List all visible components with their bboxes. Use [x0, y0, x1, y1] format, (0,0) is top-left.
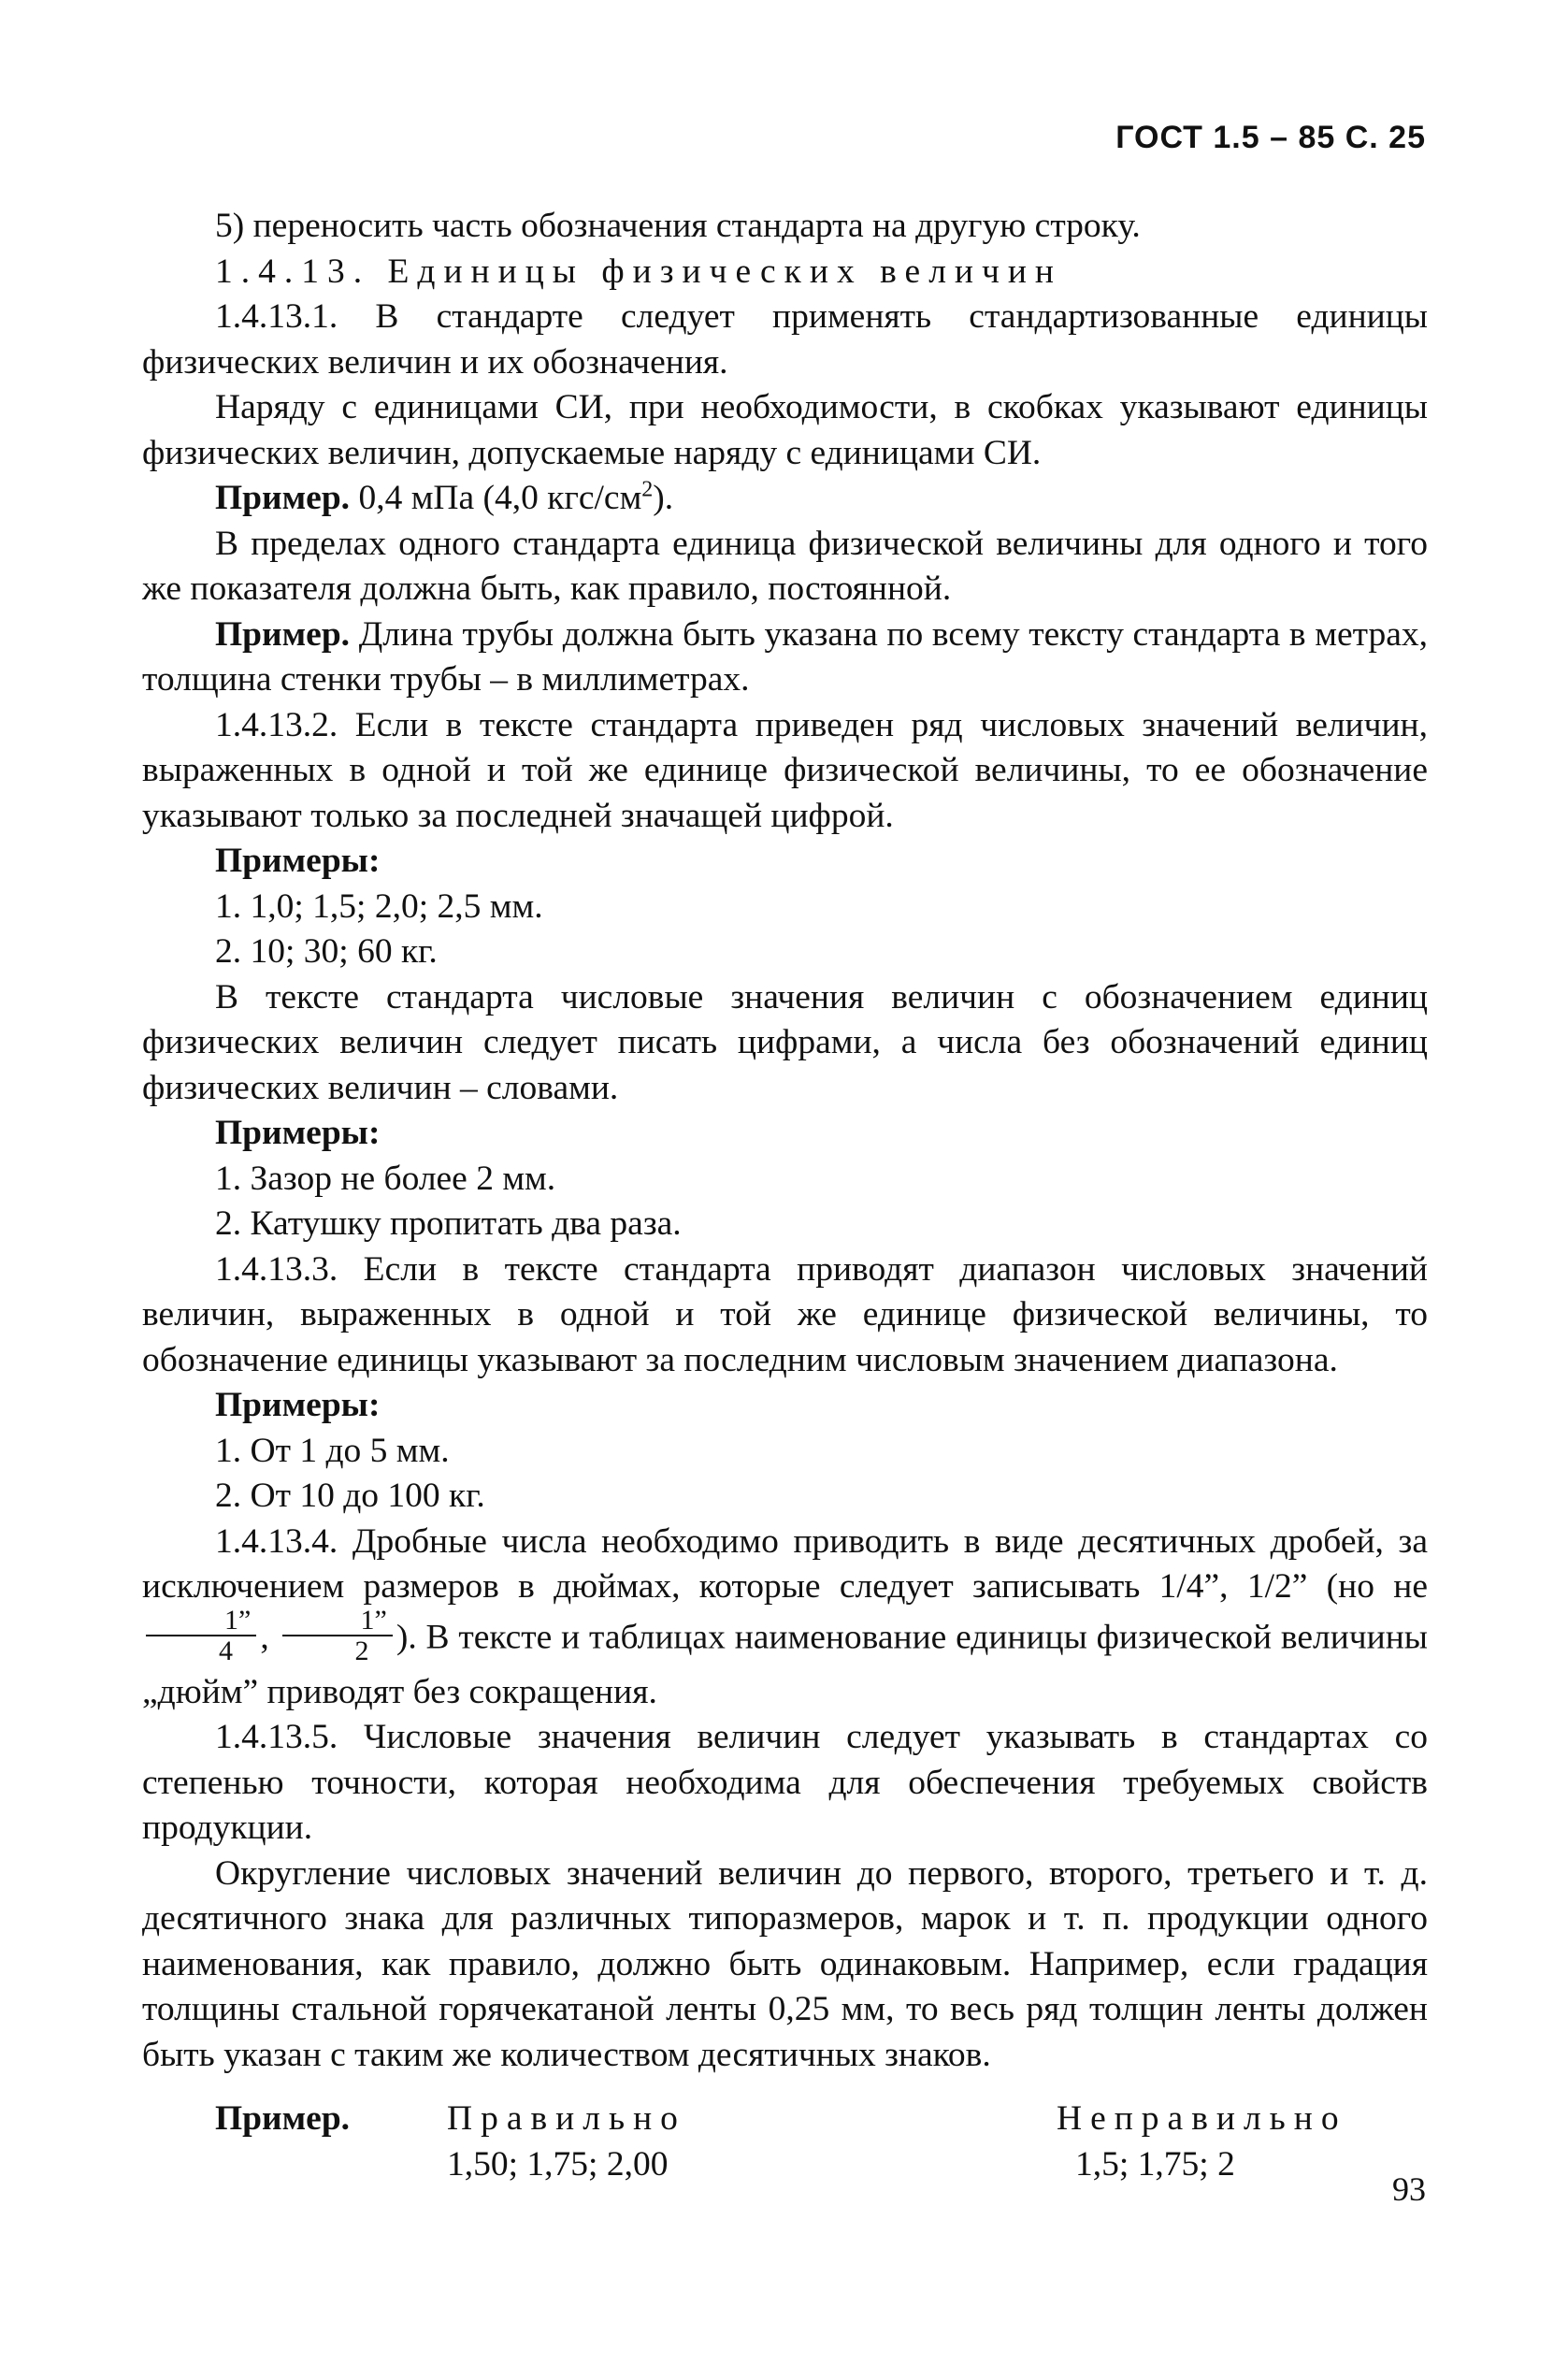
fraction-numerator: 1”	[146, 1607, 256, 1636]
section-heading: 1.4.13. Единицы физических величин	[215, 252, 1062, 291]
example-text-end: ).	[653, 479, 674, 517]
fraction-numerator: 1”	[282, 1607, 393, 1636]
examples-label: Примеры:	[215, 1114, 381, 1152]
example-label: Пример.	[215, 614, 351, 654]
fraction-separator: ,	[260, 1618, 279, 1657]
example-item: 1. Зазор не более 2 мм.	[215, 1159, 556, 1198]
paragraph-text-end: ). В тексте и таблицах наименование единицы физической величины „дюйм” приводят без сокращения.	[142, 1618, 1428, 1711]
fraction-quarter-inch	[146, 1604, 256, 1666]
paragraph-rounding: Округление числовых значений величин до первого, второго, третьего и т. д. десятичного знака для различных типоразмеров, марок и т. п. продукции одного наименования, как правило, должно быть одинаковым. Например, если градация толщины стальной горячекатаной ленты 0,25 мм, то весь ряд толщин ленты должен быть указан с таким же количеством десятичных знаков.	[142, 1853, 1428, 2074]
examples-label: Примеры:	[215, 1386, 381, 1424]
page-header: ГОСТ 1.5 – 85 С. 25	[1115, 120, 1426, 155]
example-text: 0,4 мПа (4,0 кгс/см	[350, 479, 642, 517]
paragraph-1-4-13-3: 1.4.13.3. Если в тексте стандарта приводят диапазон числовых значений величин, выраженных в одной и той же единице физической величины, то обозначение единицы указывают за последним числовым значением диапазона.	[142, 1249, 1428, 1379]
examples-label: Примеры:	[215, 842, 381, 880]
fraction-denominator: 2	[354, 1635, 369, 1666]
page-number: 93	[1392, 2170, 1426, 2208]
example-item: 1. От 1 до 5 мм.	[215, 1431, 450, 1470]
paragraph-constant-unit: В пределах одного стандарта единица физической величины для одного и того же показателя должна быть, как правило, постоянной.	[142, 524, 1428, 608]
paragraph-1-4-13-1: 1.4.13.1. В стандарте следует применять стандартизованные единицы физических величин и их обозначения.	[142, 297, 1428, 382]
fraction-denominator: 4	[219, 1635, 233, 1666]
example-label: Пример.	[215, 2099, 351, 2138]
incorrect-values: 1,5; 1,75; 2	[1075, 2144, 1235, 2184]
correct-column	[447, 2097, 686, 2187]
example-item: 1. 1,0; 1,5; 2,0; 2,5 мм.	[215, 886, 543, 926]
document-body	[142, 204, 1428, 2190]
superscript: 2	[641, 477, 654, 502]
paragraph-si-units: Наряду с единицами СИ, при необходимости, в скобках указывают единицы физических величин, допускаемые наряду с единицами СИ.	[142, 388, 1428, 472]
incorrect-title: Неправильно	[1057, 2099, 1347, 2138]
example-comparison	[142, 2097, 1428, 2190]
correct-title: Правильно	[447, 2099, 686, 2138]
fraction-half-inch	[282, 1604, 393, 1666]
paragraph-numbers-words: В тексте стандарта числовые значения величин с обозначением единиц физических величин следует писать цифрами, а числа без обозначений единиц физических величин – словами.	[142, 977, 1428, 1107]
correct-values: 1,50; 1,75; 2,00	[447, 2144, 669, 2184]
example-pipe	[142, 613, 1428, 703]
example-si	[142, 476, 1428, 522]
example-item: 2. Катушку пропитать два раза.	[215, 1204, 682, 1243]
example-item: 2. 10; 30; 60 кг.	[215, 932, 438, 971]
example-item: 2. От 10 до 100 кг.	[215, 1477, 485, 1515]
example-label: Пример.	[215, 479, 351, 517]
paragraph-text: 1.4.13.4. Дробные числа необходимо приводить в виде десятичных дробей, за исключением размеров в дюймах, которые следует записывать 1/4”, 1/2” (но не	[142, 1521, 1428, 1606]
incorrect-column	[1057, 2097, 1347, 2187]
paragraph-1-4-13-2: 1.4.13.2. Если в тексте стандарта приведен ряд числовых значений величин, выраженных в одной и той же единице физической величины, то ее обозначение указывают только за последней значащей цифрой.	[142, 705, 1428, 835]
list-item-5: 5) переносить часть обозначения стандарта на другую строку.	[215, 207, 1141, 245]
example-text: Длина трубы должна быть указана по всему тексту стандарта в метрах, толщина стенки трубы – в миллиметрах.	[142, 614, 1428, 699]
paragraph-1-4-13-5: 1.4.13.5. Числовые значения величин следует указывать в стандартах со степенью точности, которая необходима для обеспечения требуемых свойств продукции.	[142, 1718, 1428, 1847]
paragraph-1-4-13-4	[142, 1520, 1428, 1716]
